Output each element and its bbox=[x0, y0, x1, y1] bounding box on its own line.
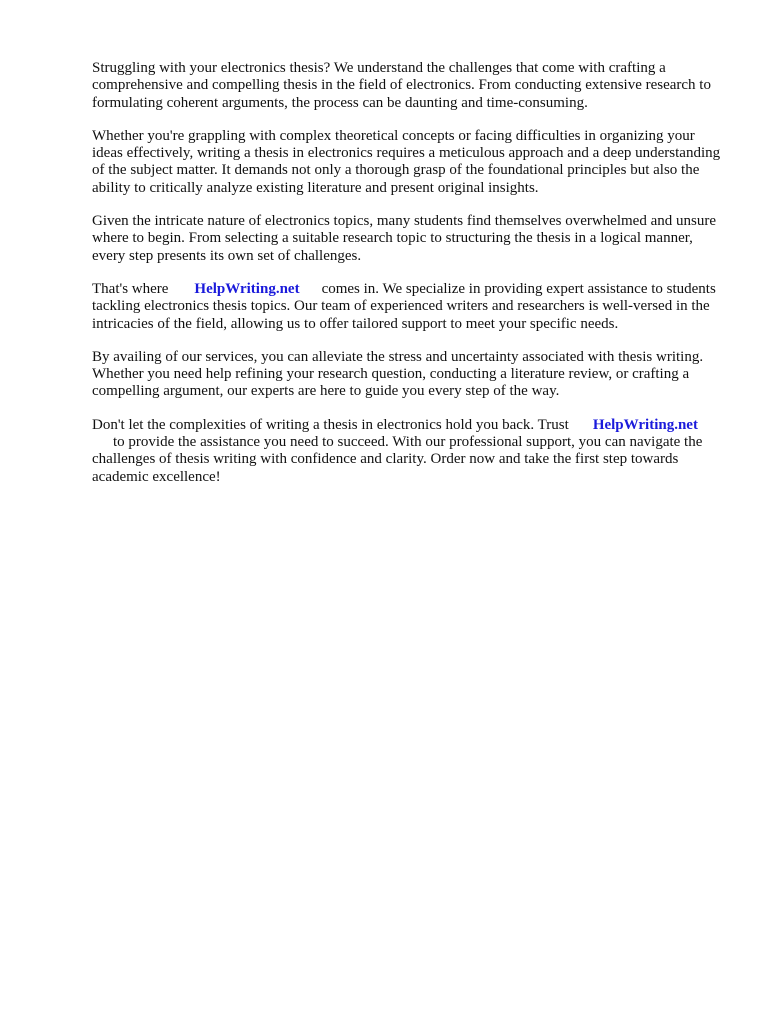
paragraph-benefits: By availing of our services, you can alleviate the stress and uncertainty associated with thesis writing. Whether you need help refining your research question, conducting a literature review, or crafting a compelling argument, our experts are here to guide you every step of the way. bbox=[92, 348, 704, 400]
paragraph-challenges: Whether you're grappling with complex theoretical concepts or facing difficulties in organizing your ideas effectively, writing a thesis in electronics requires a meticulous approach and a deep understanding of the subject matter. It demands not only a thorough grasp of the foundational principles but also the ability to critically analyze existing literature and present original insights. bbox=[92, 127, 721, 196]
paragraph-service bbox=[92, 281, 722, 333]
paragraph-service-lead: That's where bbox=[92, 280, 169, 297]
paragraph-overwhelmed: Given the intricate nature of electronics topics, many students find themselves overwhelmed and unsure where to begin. From selecting a suitable research topic to structuring the thesis in a logical manner, every step presents its own set of challenges. bbox=[92, 213, 716, 264]
helpwriting-link-cta[interactable]: HelpWriting.net bbox=[592, 416, 698, 433]
document-body bbox=[92, 60, 722, 486]
paragraph-cta-lead: Don't let the complexities of writing a thesis in electronics hold you back. Trust bbox=[92, 416, 569, 433]
paragraph-call-to-action bbox=[92, 417, 722, 486]
helpwriting-link[interactable]: HelpWriting.net bbox=[194, 280, 300, 297]
paragraph-service-rest: comes in. We specialize in providing expert assistance to students tackling electronics thesis topics. Our team of experienced writers and researchers is well-versed in the intricacies of the field, allowing us to offer tailored support to meet your specific needs. bbox=[92, 280, 716, 332]
paragraph-cta-rest: to provide the assistance you need to succeed. With our professional support, you can navigate the challenges of thesis writing with confidence and clarity. Order now and take the first step towards academic excellence! bbox=[92, 434, 703, 485]
paragraph-intro: Struggling with your electronics thesis? We understand the challenges that come with crafting a comprehensive and compelling thesis in the field of electronics. From conducting extensive research to formulating coherent arguments, the process can be daunting and time-consuming. bbox=[92, 60, 711, 111]
